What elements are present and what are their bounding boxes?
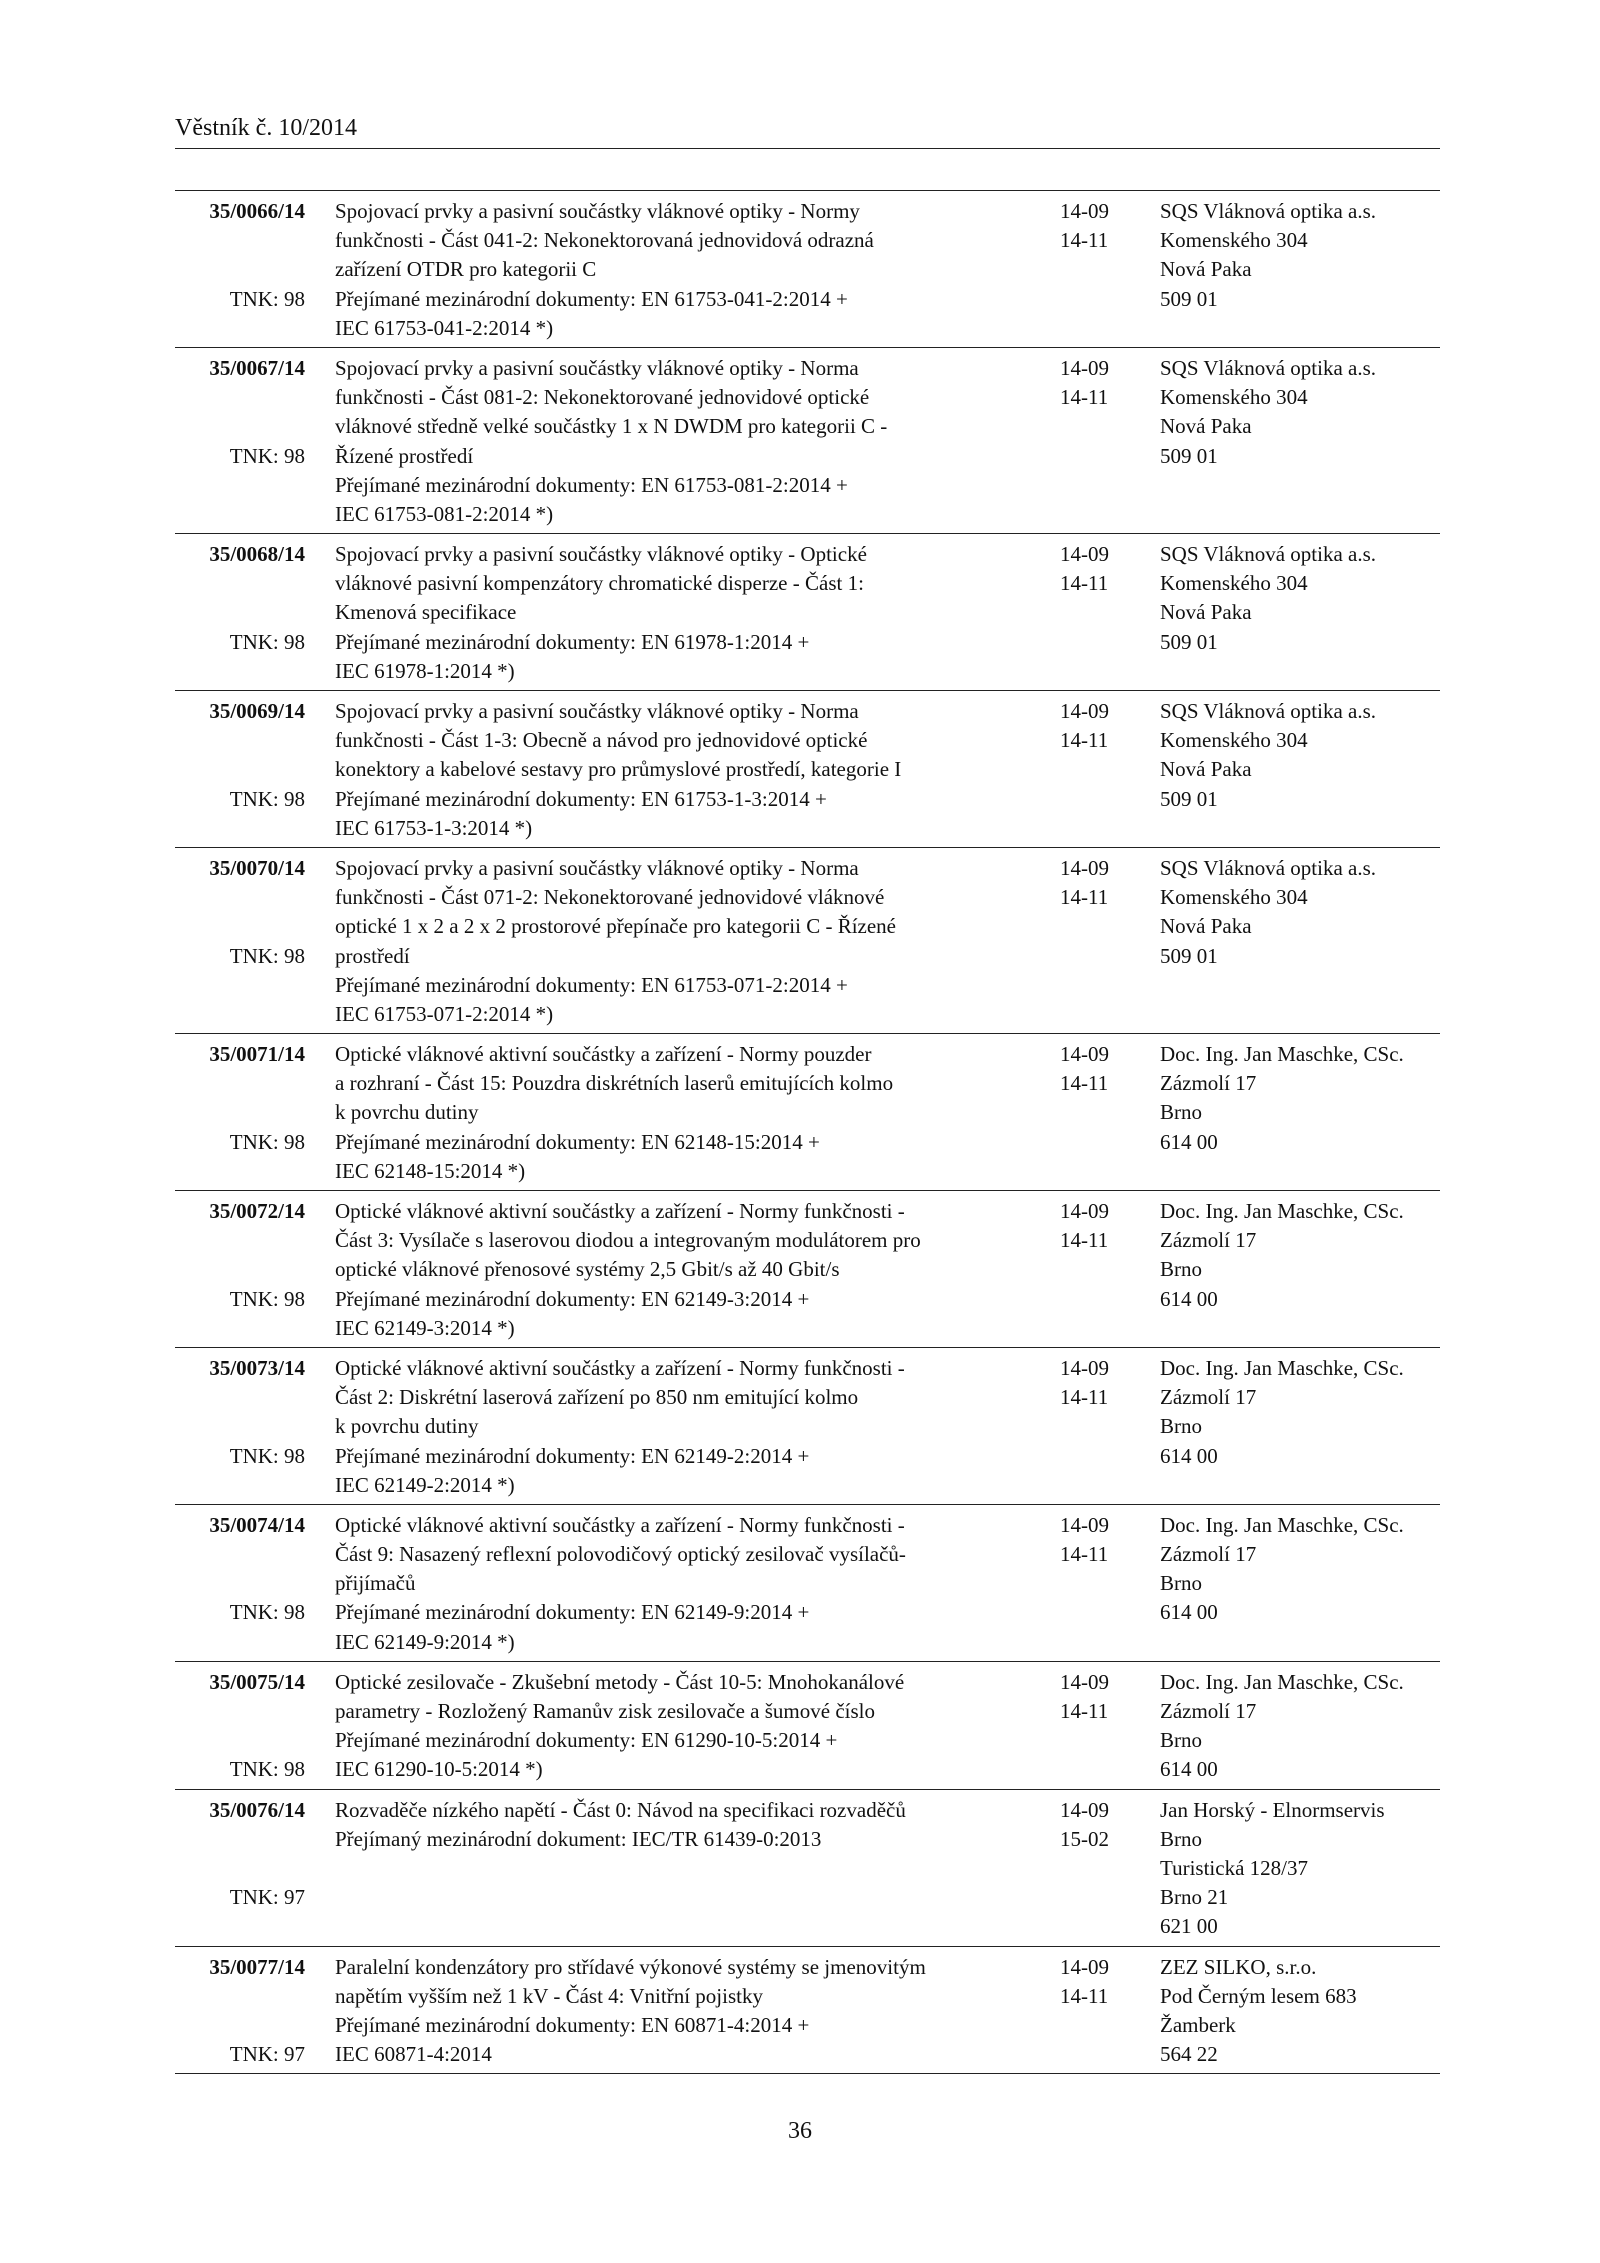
entry-title-line: Přejímané mezinárodní dokumenty: EN 62149-9:2014 + — [335, 1600, 810, 1625]
entry-contact-line: Brno 21 — [1160, 1885, 1229, 1910]
entry-title-line: konektory a kabelové sestavy pro průmyslové prostředí, kategorie I — [335, 757, 902, 782]
standard-entry — [175, 1348, 1440, 1505]
entry-contact-line: Doc. Ing. Jan Maschke, CSc. — [1160, 1199, 1404, 1223]
entry-contact-line: 621 00 — [1160, 1914, 1218, 1939]
entry-title-line: IEC 61753-041-2:2014 *) — [335, 315, 554, 340]
entry-title-line: napětím vyšším než 1 kV - Část 4: Vnitřní pojistky — [335, 1983, 763, 2008]
entry-contact-line: 509 01 — [1160, 629, 1218, 654]
entry-contact-line: Zázmolí 17 — [1160, 1542, 1257, 1567]
entry-date: 14-09 — [1060, 1199, 1109, 1223]
entry-title-line: Přejímané mezinárodní dokumenty: EN 60871-4:2014 + — [335, 2012, 810, 2037]
entry-contact-line: 509 01 — [1160, 443, 1218, 468]
entry-number: 35/0072/14 — [209, 1199, 305, 1223]
entry-tnk: TNK: 98 — [229, 1600, 305, 1625]
entry-date: 14-11 — [1060, 385, 1109, 410]
entry-title-line: IEC 62149-3:2014 *) — [335, 1315, 515, 1340]
entry-title-line: Paralelní kondenzátory pro střídavé výkonové systémy se jmenovitým — [335, 1954, 926, 1979]
standard-entry — [175, 848, 1440, 1034]
entry-title-line: Přejímané mezinárodní dokumenty: EN 61753-1-3:2014 + — [335, 786, 827, 811]
entry-number: 35/0077/14 — [209, 1954, 305, 1979]
entry-title-line: Přejímané mezinárodní dokumenty: EN 61753-071-2:2014 + — [335, 972, 848, 997]
entry-date: 14-11 — [1060, 571, 1109, 596]
entry-title-line: prostředí — [335, 943, 410, 968]
entry-tnk: TNK: 98 — [229, 943, 305, 968]
page-number: 36 — [788, 2118, 812, 2144]
entry-tnk: TNK: 98 — [229, 1443, 305, 1468]
entry-contact-line: SQS Vláknová optika a.s. — [1160, 199, 1377, 223]
entry-date: 14-11 — [1060, 1699, 1109, 1723]
entry-contact-line: Komenského 304 — [1160, 728, 1308, 753]
standard-entry — [175, 1947, 1440, 2075]
entry-title-line: Přejímané mezinárodní dokumenty: EN 62149-3:2014 + — [335, 1286, 810, 1311]
journal-title: Věstník č. 10/2014 — [175, 115, 357, 141]
entry-contact-line: 509 01 — [1160, 943, 1218, 968]
entry-title-line: Rozvaděče nízkého napětí - Část 0: Návod na specifikaci rozvaděčů — [335, 1797, 906, 1822]
entry-tnk: TNK: 98 — [229, 786, 305, 811]
entry-title-line: k povrchu dutiny — [335, 1100, 479, 1125]
standard-entry — [175, 1790, 1440, 1947]
entry-date: 14-09 — [1060, 1512, 1109, 1537]
entry-title-line: IEC 61978-1:2014 *) — [335, 658, 515, 683]
entry-number: 35/0068/14 — [209, 542, 305, 567]
entry-contact-line: Doc. Ing. Jan Maschke, CSc. — [1160, 1512, 1404, 1537]
entry-title-line: Kmenová specifikace — [335, 600, 517, 625]
entry-date: 14-11 — [1060, 228, 1109, 253]
entry-date: 14-11 — [1060, 1983, 1109, 2008]
entry-date: 14-09 — [1060, 699, 1109, 723]
entry-contact-line: Zázmolí 17 — [1160, 1385, 1257, 1410]
entry-contact-line: 614 00 — [1160, 1286, 1218, 1311]
entry-date: 14-11 — [1060, 1071, 1109, 1096]
entry-date: 14-09 — [1060, 1954, 1109, 1979]
entry-title-line: Optické vláknové aktivní součástky a zařízení - Normy funkčnosti - — [335, 1512, 905, 1537]
entry-tnk: TNK: 98 — [229, 443, 305, 468]
entry-title-line: IEC 60871-4:2014 — [335, 2042, 492, 2067]
entry-contact-line: Nová Paka — [1160, 914, 1252, 939]
entry-tnk: TNK: 98 — [229, 629, 305, 654]
entry-title-line: IEC 61753-081-2:2014 *) — [335, 501, 554, 526]
entry-tnk: TNK: 98 — [229, 286, 305, 311]
entry-date: 14-11 — [1060, 728, 1109, 753]
entry-number: 35/0067/14 — [209, 355, 305, 380]
entry-contact-line: Nová Paka — [1160, 257, 1252, 282]
entry-contact-line: Brno — [1160, 1728, 1202, 1753]
entry-contact-line: Zázmolí 17 — [1160, 1699, 1257, 1723]
entry-date: 14-09 — [1060, 199, 1109, 223]
entry-title-line: přijímačů — [335, 1571, 416, 1596]
entry-title-line: Optické vláknové aktivní součástky a zařízení - Normy pouzder — [335, 1042, 872, 1067]
entry-title-line: Přejímané mezinárodní dokumenty: EN 62149-2:2014 + — [335, 1443, 810, 1468]
entry-contact-line: 509 01 — [1160, 786, 1218, 811]
entry-date: 14-09 — [1060, 855, 1109, 880]
entry-title-line: Část 2: Diskrétní laserová zařízení po 850 nm emitující kolmo — [335, 1385, 859, 1410]
entry-contact-line: 509 01 — [1160, 286, 1218, 311]
entry-title-line: IEC 61753-071-2:2014 *) — [335, 1001, 554, 1026]
entry-date: 14-09 — [1060, 1669, 1109, 1694]
entry-contact-line: SQS Vláknová optika a.s. — [1160, 355, 1377, 380]
entry-contact-line: Brno — [1160, 1100, 1202, 1125]
entry-contact-line: Jan Horský - Elnormservis — [1160, 1797, 1385, 1822]
entry-contact-line: SQS Vláknová optika a.s. — [1160, 699, 1377, 723]
entry-tnk: TNK: 98 — [229, 1757, 305, 1782]
entry-title-line: Přejímané mezinárodní dokumenty: EN 62148-15:2014 + — [335, 1129, 820, 1154]
entry-contact-line: Doc. Ing. Jan Maschke, CSc. — [1160, 1042, 1404, 1067]
entry-title-line: k povrchu dutiny — [335, 1414, 479, 1439]
entry-number: 35/0076/14 — [209, 1797, 305, 1822]
entry-contact-line: ZEZ SILKO, s.r.o. — [1160, 1954, 1317, 1979]
entry-title-line: vláknové pasivní kompenzátory chromatické disperze - Část 1: — [335, 571, 864, 596]
standard-entry — [175, 691, 1440, 848]
entry-title-line: Optické vláknové aktivní součástky a zařízení - Normy funkčnosti - — [335, 1355, 905, 1380]
entry-tnk: TNK: 97 — [229, 2042, 305, 2067]
entry-title-line: IEC 62148-15:2014 *) — [335, 1158, 526, 1183]
entry-number: 35/0069/14 — [209, 699, 305, 723]
entry-contact-line: Žamberk — [1160, 2012, 1236, 2037]
standard-entry — [175, 191, 1440, 348]
entry-number: 35/0066/14 — [209, 199, 305, 223]
entry-title-line: IEC 62149-9:2014 *) — [335, 1629, 515, 1654]
entry-title-line: IEC 61290-10-5:2014 *) — [335, 1757, 543, 1782]
entry-contact-line: Doc. Ing. Jan Maschke, CSc. — [1160, 1355, 1404, 1380]
entry-date: 14-11 — [1060, 885, 1109, 910]
entry-title-line: zařízení OTDR pro kategorii C — [335, 257, 597, 282]
entry-title-line: Přejímané mezinárodní dokumenty: EN 61753-081-2:2014 + — [335, 472, 848, 497]
entry-title-line: Přejímaný mezinárodní dokument: IEC/TR 61439-0:2013 — [335, 1826, 822, 1851]
entry-contact-line: Brno — [1160, 1826, 1202, 1851]
entry-contact-line: Brno — [1160, 1257, 1202, 1282]
standard-entry — [175, 1191, 1440, 1348]
entry-contact-line: Nová Paka — [1160, 600, 1252, 625]
entry-title-line: Řízené prostředí — [335, 443, 474, 468]
standard-entry — [175, 534, 1440, 691]
entry-title-line: parametry - Rozložený Ramanův zisk zesilovače a šumové číslo — [335, 1699, 875, 1723]
entry-number: 35/0070/14 — [209, 855, 305, 880]
entry-date: 14-09 — [1060, 542, 1109, 567]
entry-title-line: Spojovací prvky a pasivní součástky vláknové optiky - Norma — [335, 355, 859, 380]
entry-contact-line: Zázmolí 17 — [1160, 1228, 1257, 1253]
entry-title-line: vláknové středně velké součástky 1 x N DWDM pro kategorii C - — [335, 414, 888, 439]
standards-list — [175, 190, 1440, 2074]
entry-number: 35/0071/14 — [209, 1042, 305, 1067]
entry-contact-line: Nová Paka — [1160, 757, 1252, 782]
entry-contact-line: Turistická 128/37 — [1160, 1855, 1308, 1880]
standard-entry — [175, 1505, 1440, 1662]
entry-date: 14-09 — [1060, 1797, 1109, 1822]
entry-number: 35/0073/14 — [209, 1355, 305, 1380]
entry-contact-line: 564 22 — [1160, 2042, 1218, 2067]
entry-tnk: TNK: 97 — [229, 1885, 305, 1910]
entry-date: 14-09 — [1060, 1042, 1109, 1067]
entry-contact-line: 614 00 — [1160, 1757, 1218, 1782]
entry-title-line: funkčnosti - Část 081-2: Nekonektorované jednovidové optické — [335, 385, 870, 410]
entry-contact-line: Komenského 304 — [1160, 885, 1308, 910]
entry-title-line: Přejímané mezinárodní dokumenty: EN 61753-041-2:2014 + — [335, 286, 848, 311]
entry-title-line: IEC 61753-1-3:2014 *) — [335, 815, 533, 840]
entry-contact-line: 614 00 — [1160, 1443, 1218, 1468]
entry-title-line: funkčnosti - Část 041-2: Nekonektorovaná jednovidová odrazná — [335, 228, 874, 253]
entry-date: 14-11 — [1060, 1385, 1109, 1410]
entry-title-line: Část 9: Nasazený reflexní polovodičový optický zesilovač vysílačů- — [335, 1542, 906, 1567]
entry-title-line: Spojovací prvky a pasivní součástky vláknové optiky - Norma — [335, 855, 859, 880]
entry-number: 35/0075/14 — [209, 1669, 305, 1694]
entry-title-line: funkčnosti - Část 1-3: Obecně a návod pro jednovidové optické — [335, 728, 868, 753]
entry-date: 14-11 — [1060, 1228, 1109, 1253]
entry-title-line: Přejímané mezinárodní dokumenty: EN 61290-10-5:2014 + — [335, 1728, 838, 1753]
entry-contact-line: SQS Vláknová optika a.s. — [1160, 542, 1377, 567]
entry-date: 14-09 — [1060, 1355, 1109, 1380]
entry-contact-line: Brno — [1160, 1571, 1202, 1596]
standard-entry — [175, 1034, 1440, 1191]
entry-contact-line: SQS Vláknová optika a.s. — [1160, 855, 1377, 880]
entry-tnk: TNK: 98 — [229, 1286, 305, 1311]
entry-tnk: TNK: 98 — [229, 1129, 305, 1154]
entry-contact-line: Komenského 304 — [1160, 571, 1308, 596]
entry-number: 35/0074/14 — [209, 1512, 305, 1537]
entry-title-line: Spojovací prvky a pasivní součástky vláknové optiky - Normy — [335, 199, 860, 223]
entry-contact-line: Komenského 304 — [1160, 228, 1308, 253]
standard-entry — [175, 348, 1440, 534]
entry-title-line: IEC 62149-2:2014 *) — [335, 1472, 515, 1497]
standard-entry — [175, 1662, 1440, 1790]
entry-title-line: optické vláknové přenosové systémy 2,5 Gbit/s až 40 Gbit/s — [335, 1257, 840, 1282]
entry-title-line: Optické vláknové aktivní součástky a zařízení - Normy funkčnosti - — [335, 1199, 905, 1223]
entry-date: 14-11 — [1060, 1542, 1109, 1567]
entry-title-line: a rozhraní - Část 15: Pouzdra diskrétních laserů emitujících kolmo — [335, 1071, 894, 1096]
entry-contact-line: Brno — [1160, 1414, 1202, 1439]
entry-date: 15-02 — [1060, 1826, 1109, 1851]
entry-contact-line: 614 00 — [1160, 1129, 1218, 1154]
entry-title-line: Optické zesilovače - Zkušební metody - Část 10-5: Mnohokanálové — [335, 1669, 905, 1694]
entry-contact-line: Nová Paka — [1160, 414, 1252, 439]
entry-title-line: funkčnosti - Část 071-2: Nekonektorované jednovidové vláknové — [335, 885, 885, 910]
entry-date: 14-09 — [1060, 355, 1109, 380]
page-header — [175, 112, 1440, 149]
entry-contact-line: Doc. Ing. Jan Maschke, CSc. — [1160, 1669, 1404, 1694]
entry-title-line: optické 1 x 2 a 2 x 2 prostorové přepínače pro kategorii C - Řízené — [335, 914, 896, 939]
entry-contact-line: 614 00 — [1160, 1600, 1218, 1625]
entry-contact-line: Zázmolí 17 — [1160, 1071, 1257, 1096]
entry-title-line: Spojovací prvky a pasivní součástky vláknové optiky - Norma — [335, 699, 859, 723]
entry-contact-line: Pod Černým lesem 683 — [1160, 1983, 1357, 2008]
entry-title-line: Přejímané mezinárodní dokumenty: EN 61978-1:2014 + — [335, 629, 810, 654]
entry-title-line: Spojovací prvky a pasivní součástky vláknové optiky - Optické — [335, 542, 867, 567]
entry-contact-line: Komenského 304 — [1160, 385, 1308, 410]
entry-title-line: Část 3: Vysílače s laserovou diodou a integrovaným modulátorem pro — [335, 1228, 921, 1253]
